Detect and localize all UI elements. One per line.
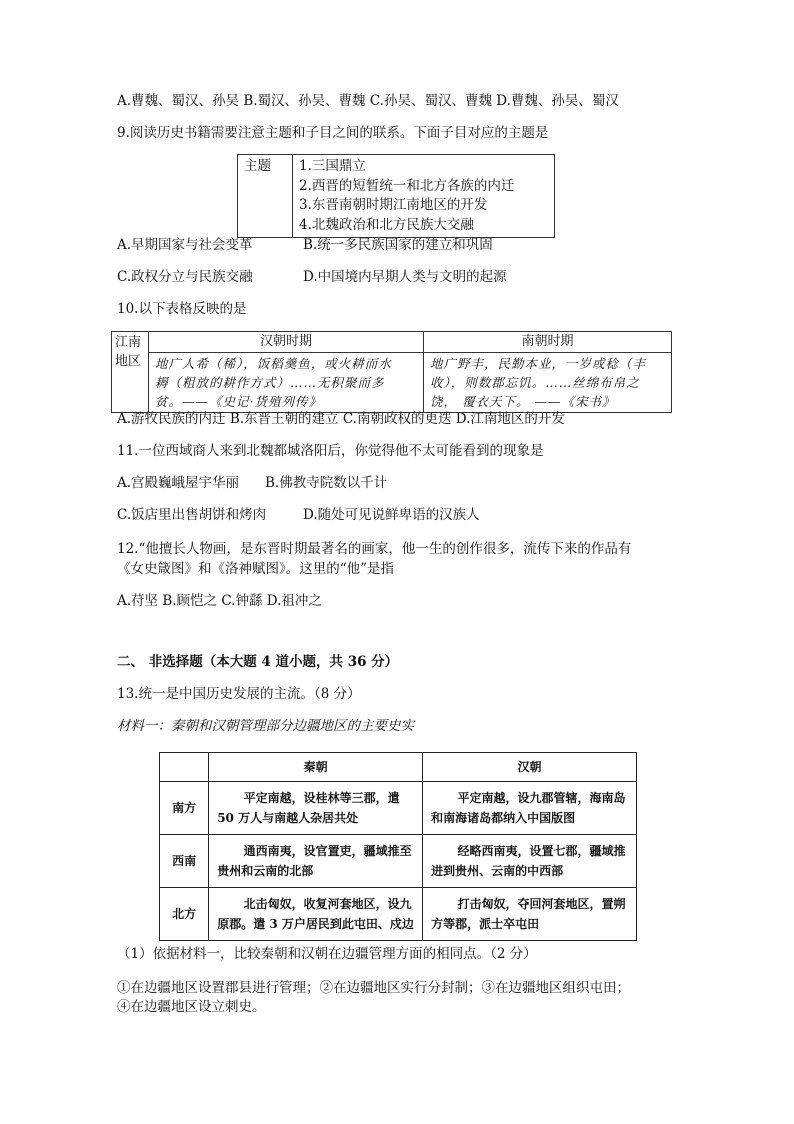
subitem-4: 4.北魏政治和北方民族大交融 [299,216,474,233]
col-qin: 秦朝 [209,753,423,782]
q9-theme-table [237,154,555,238]
row-label [112,332,149,413]
q11-opt-d: D.随处可见说鲜卑语的汉族人 [303,507,480,523]
q9-opt-a: A.早期国家与社会变革 [117,237,253,253]
nan-line-2: 收），则数郡忘饥。……丝绵布帛之 [430,375,640,390]
han-line-3: 贫。——《史记·货殖列传》 [155,394,322,409]
cell-han: 经略西南夷，设置七郡，疆域推进到贵州、云南的中西部 [423,835,637,888]
q13-qin-han-table [159,752,637,941]
q12-stem-1: 12.“他擅长人物画，是东晋时期最著名的画家，他一生的创作很多，流传下来的作品有 [117,541,632,557]
table-row [160,888,637,941]
q10-options: A.游牧民族的内迁 B.东晋王朝的建立 C.南朝政权的更迭 D.江南地区的开发 [117,411,565,427]
q11-stem: 11.一位西域商人来到北魏都城洛阳后，你觉得他不太可能看到的现象是 [117,443,544,459]
subitem-2: 2.西晋的短暂统一和北方各族的内迁 [299,177,515,194]
subitem-1: 1.三国鼎立 [299,158,366,174]
q10-stem: 10.以下表格反映的是 [117,301,247,317]
table-row [160,835,637,888]
section2-heading: 二、 非选择题（本大题 4 道小题，共 36 分） [117,654,399,670]
q10-jiangnan-table [111,331,672,413]
row-label-south: 南方 [160,782,209,835]
corner-cell [160,753,209,782]
q11-opt-b: B.佛教寺院数以千计 [265,475,388,491]
cell-han: 平定南越，设九郡管辖，海南岛和南海诸岛都纳入中国版图 [423,782,637,835]
cell-qin: 平定南越，设桂林等三郡，遣 50 万人与南越人杂居共处 [209,782,423,835]
q9-stem: 9.阅读历史书籍需要注意主题和子目之间的联系。下面子目对应的主题是 [117,125,549,141]
han-line-1: 地广人希（稀），饭稻羹鱼，或火耕而水 [155,356,392,371]
q13-sub1-options-1: ①在边疆地区设置郡县进行管理；②在边疆地区实行分封制；③在边疆地区组织屯田； [117,980,630,996]
cell-qin: 通西南夷，设官置吏，疆域推至贵州和云南的北部 [209,835,423,888]
q13-sub1-options-2: ④在边疆地区设立刺史。 [117,999,266,1015]
q8-options: A.曹魏、蜀汉、孙吴 B.蜀汉、孙吴、曹魏 C.孙吴、蜀汉、曹魏 D.曹魏、孙吴、蜀汉 [117,93,619,109]
col-han-dyn: 汉朝 [423,753,637,782]
col-han: 汉朝时期 [149,332,424,353]
theme-subitems [293,155,555,238]
q9-opt-c: C.政权分立与民族交融 [117,269,253,285]
q11-opt-a: A.宫殿巍峨屋宇华丽 [117,475,240,491]
q12-stem-2: 《女史箴图》和《洛神赋图》。这里的“他”是指 [117,561,395,577]
q9-opt-b: B.统一多民族国家的建立和巩固 [303,237,493,253]
q13-sub1: （1）依据材料一，比较秦朝和汉朝在边疆管理方面的相同点。（2 分） [117,946,537,962]
subitem-3: 3.东晋南朝时期江南地区的开发 [299,197,488,213]
nan-cell [424,353,672,413]
row-label-line1: 江南 [115,335,142,350]
q11-opt-c: C.饭店里出售胡饼和烤肉 [117,507,267,523]
nan-line-1: 地广野丰，民勤本业，一岁或稔（丰 [430,356,647,371]
table-row [160,782,637,835]
row-label-southwest: 西南 [160,835,209,888]
q9-opt-d: D.中国境内早期人类与文明的起源 [303,269,507,285]
han-line-2: 耨（粗放的耕作方式）……无积聚而多 [155,375,385,390]
q13-stem: 13.统一是中国历史发展的主流。（8 分） [117,686,361,702]
q12-options: A.苻坚 B.顾恺之 C.钟繇 D.祖冲之 [117,593,322,609]
theme-label: 主题 [238,155,293,238]
q13-material-1: 材料一：秦朝和汉朝管理部分边疆地区的主要史实 [117,718,414,734]
row-label-line2: 地区 [115,354,142,369]
nan-line-3: 饶， 覆衣天下。 ——《宋书》 [430,394,616,409]
cell-han: 打击匈奴，夺回河套地区，置朔方等郡，派士卒屯田 [423,888,637,941]
cell-qin: 北击匈奴，收复河套地区，设九原郡。遣 3 万户居民到此屯田、戍边 [209,888,423,941]
row-label-north: 北方 [160,888,209,941]
col-nan: 南朝时期 [424,332,672,353]
han-cell [149,353,424,413]
